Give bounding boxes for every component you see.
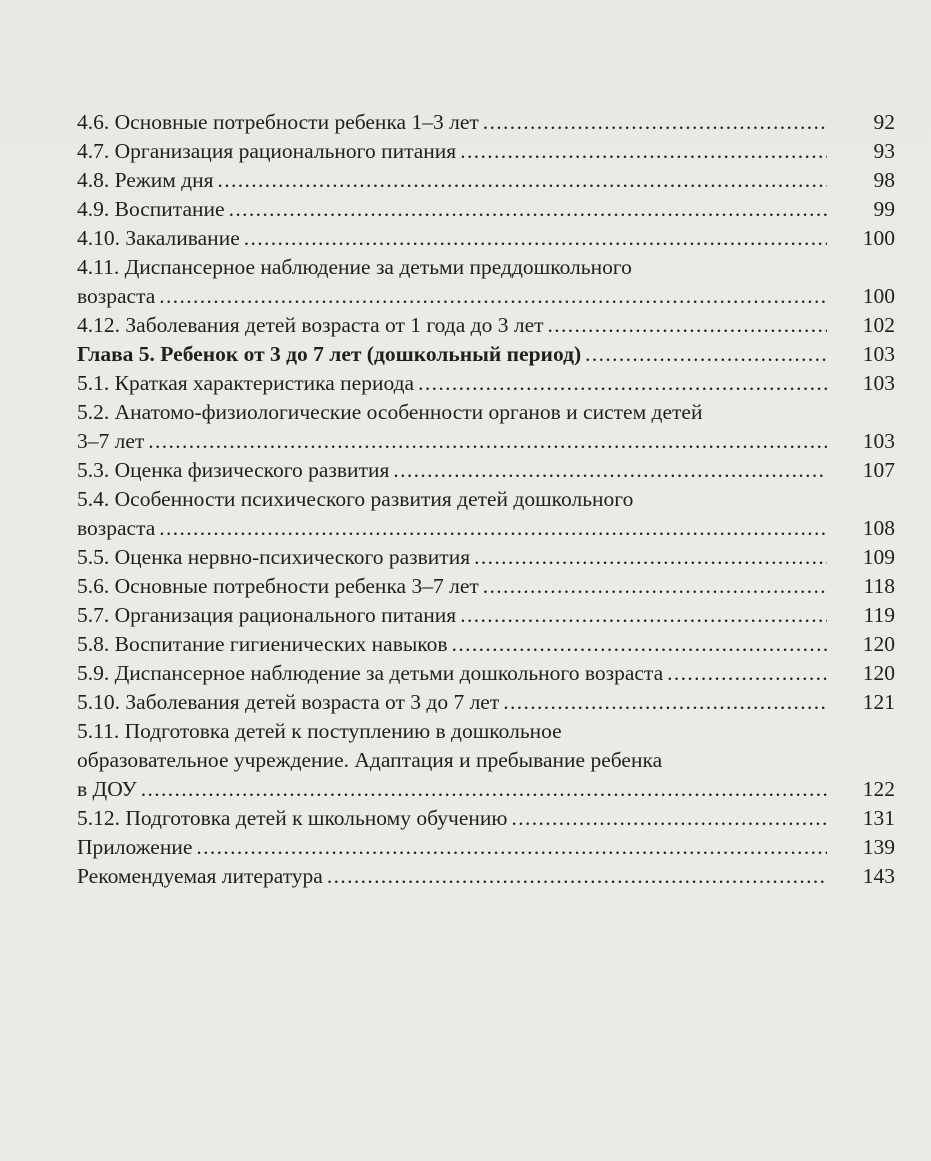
toc-entry-text [77, 717, 829, 804]
toc-entry-leader-line [77, 862, 829, 891]
toc-page-number: 109 [862, 545, 895, 569]
dot-leader [327, 862, 827, 891]
toc-entry-text [77, 195, 829, 224]
toc-entry-title: 5.7. Организация рационального питания [77, 603, 457, 627]
toc-entry-title: Рекомендуемая литература [77, 864, 323, 888]
toc-entry-title: 4.12. Заболевания детей возраста от 1 года до 3 лет [77, 313, 544, 337]
toc-entry-text [77, 311, 829, 340]
toc-entry [77, 717, 895, 804]
dot-leader [548, 311, 827, 340]
dot-leader [460, 137, 827, 166]
dot-leader [229, 195, 827, 224]
toc-page-number: 108 [862, 516, 895, 540]
dot-leader [418, 369, 827, 398]
dot-leader [393, 456, 827, 485]
toc-entry-title: 5.3. Оценка физического развития [77, 458, 390, 482]
toc-entry [77, 311, 895, 340]
dot-leader [483, 108, 827, 137]
toc-entry-leader-line [77, 311, 829, 340]
toc-entry-leader-line [77, 514, 829, 543]
toc-entry [77, 572, 895, 601]
dot-leader [244, 224, 827, 253]
toc-page-number: 103 [862, 371, 895, 395]
toc-entry-title: 5.8. Воспитание гигиенических навыков [77, 632, 448, 656]
toc-page-number: 131 [862, 806, 895, 830]
toc-entry-leader-line [77, 195, 829, 224]
toc-entry-leader-line [77, 369, 829, 398]
toc-page-number: 143 [862, 864, 895, 888]
toc-entry-text [77, 369, 829, 398]
toc-entry [77, 224, 895, 253]
toc-entry-text [77, 572, 829, 601]
toc-chapter-entry [77, 340, 895, 369]
toc-entry-leader-line [77, 775, 829, 804]
toc-entry [77, 195, 895, 224]
toc-entry-title-line: 4.11. Диспансерное наблюдение за детьми преддошкольного [77, 255, 632, 279]
toc-entry-leader-line [77, 340, 829, 369]
toc-entry-text [77, 398, 829, 456]
toc-entry-text [77, 688, 829, 717]
dot-leader [148, 427, 827, 456]
toc-page-number: 103 [862, 342, 895, 366]
toc-entry-title: 5.5. Оценка нервно-психического развития [77, 545, 471, 569]
toc-entry-leader-line [77, 688, 829, 717]
toc-entry-title-line: 5.2. Анатомо-физиологические особенности органов и систем детей [77, 400, 703, 424]
toc-entry-title: 5.10. Заболевания детей возраста от 3 до 7 лет [77, 690, 500, 714]
dot-leader [196, 833, 827, 862]
dot-leader [141, 775, 827, 804]
toc-page-number: 100 [862, 226, 895, 250]
dot-leader [503, 688, 827, 717]
toc-page-number: 118 [863, 574, 895, 598]
toc-entry-leader-line [77, 630, 829, 659]
toc-page-number: 100 [862, 284, 895, 308]
toc-entry-title: 3–7 лет [77, 429, 145, 453]
toc-page-number: 121 [862, 690, 895, 714]
toc-entry-text [77, 804, 829, 833]
dot-leader [511, 804, 827, 833]
toc-page-number: 139 [862, 835, 895, 859]
toc-entry-text [77, 485, 829, 543]
toc-entry-leader-line [77, 166, 829, 195]
toc-entry-text [77, 601, 829, 630]
toc-entry-title: 4.10. Закаливание [77, 226, 240, 250]
toc-entry-title: 4.7. Организация рационального питания [77, 139, 457, 163]
toc-page-number: 120 [862, 661, 895, 685]
toc-entry-title-line: 5.11. Подготовка детей к поступлению в дошкольное [77, 719, 562, 743]
toc-entry-text [77, 659, 829, 688]
toc-page-number: 92 [873, 110, 895, 134]
toc-page-number: 102 [862, 313, 895, 337]
toc-entry [77, 253, 895, 311]
toc-entry-text [77, 630, 829, 659]
toc-entry [77, 688, 895, 717]
toc-entry-title-line: 5.4. Особенности психического развития детей дошкольного [77, 487, 634, 511]
toc-entry [77, 659, 895, 688]
toc-entry-text [77, 137, 829, 166]
toc-entry-leader-line [77, 601, 829, 630]
toc-entry-text [77, 833, 829, 862]
toc-entry-leader-line [77, 543, 829, 572]
toc-page-number: 98 [873, 168, 895, 192]
toc-page-number: 119 [863, 603, 895, 627]
toc-entry-text [77, 166, 829, 195]
toc-page-number: 103 [862, 429, 895, 453]
toc-entry-leader-line [77, 833, 829, 862]
dot-leader [474, 543, 827, 572]
toc-entry [77, 543, 895, 572]
toc-entry-text [77, 224, 829, 253]
toc-entry-text [77, 108, 829, 137]
toc-entry-title: 4.8. Режим дня [77, 168, 214, 192]
toc-entry-title: 5.1. Краткая характеристика периода [77, 371, 415, 395]
toc-entry [77, 862, 895, 891]
toc-entry [77, 398, 895, 456]
table-of-contents [77, 108, 895, 891]
toc-entry [77, 485, 895, 543]
toc-entry-title: Глава 5. Ребенок от 3 до 7 лет (дошкольный период) [77, 342, 582, 366]
dot-leader [667, 659, 827, 688]
toc-entry-title: возраста [77, 516, 156, 540]
toc-entry-leader-line [77, 804, 829, 833]
toc-entry-leader-line [77, 137, 829, 166]
toc-entry [77, 456, 895, 485]
toc-entry [77, 369, 895, 398]
dot-leader [483, 572, 827, 601]
toc-entry-leader-line [77, 572, 829, 601]
toc-entry-leader-line [77, 224, 829, 253]
toc-entry-leader-line [77, 456, 829, 485]
toc-page-number: 99 [873, 197, 895, 221]
toc-entry [77, 804, 895, 833]
toc-entry [77, 166, 895, 195]
toc-entry [77, 601, 895, 630]
dot-leader [159, 514, 827, 543]
toc-page-number: 120 [862, 632, 895, 656]
dot-leader [460, 601, 827, 630]
toc-entry-title: 5.9. Диспансерное наблюдение за детьми дошкольного возраста [77, 661, 664, 685]
toc-entry [77, 137, 895, 166]
toc-entry [77, 833, 895, 862]
toc-entry [77, 108, 895, 137]
dot-leader [585, 340, 827, 369]
toc-entry-title: 4.9. Воспитание [77, 197, 225, 221]
toc-entry-title: Приложение [77, 835, 193, 859]
toc-entry-title: возраста [77, 284, 156, 308]
dot-leader [159, 282, 827, 311]
toc-entry-title-line: образовательное учреждение. Адаптация и пребывание ребенка [77, 748, 663, 772]
toc-entry [77, 630, 895, 659]
toc-entry-title: 5.6. Основные потребности ребенка 3–7 лет [77, 574, 479, 598]
toc-entry-title: 5.12. Подготовка детей к школьному обучению [77, 806, 508, 830]
toc-entry-leader-line [77, 108, 829, 137]
toc-entry-leader-line [77, 427, 829, 456]
toc-entry-title: в ДОУ [77, 777, 137, 801]
toc-entry-leader-line [77, 659, 829, 688]
toc-entry-text [77, 543, 829, 572]
dot-leader [452, 630, 827, 659]
toc-page-number: 107 [862, 458, 895, 482]
toc-entry-leader-line [77, 282, 829, 311]
toc-entry-text [77, 862, 829, 891]
toc-entry-title: 4.6. Основные потребности ребенка 1–3 лет [77, 110, 479, 134]
toc-entry-text [77, 340, 829, 369]
toc-page-number: 122 [862, 777, 895, 801]
toc-page-number: 93 [873, 139, 895, 163]
toc-entry-text [77, 456, 829, 485]
toc-entry-text [77, 253, 829, 311]
dot-leader [218, 166, 827, 195]
